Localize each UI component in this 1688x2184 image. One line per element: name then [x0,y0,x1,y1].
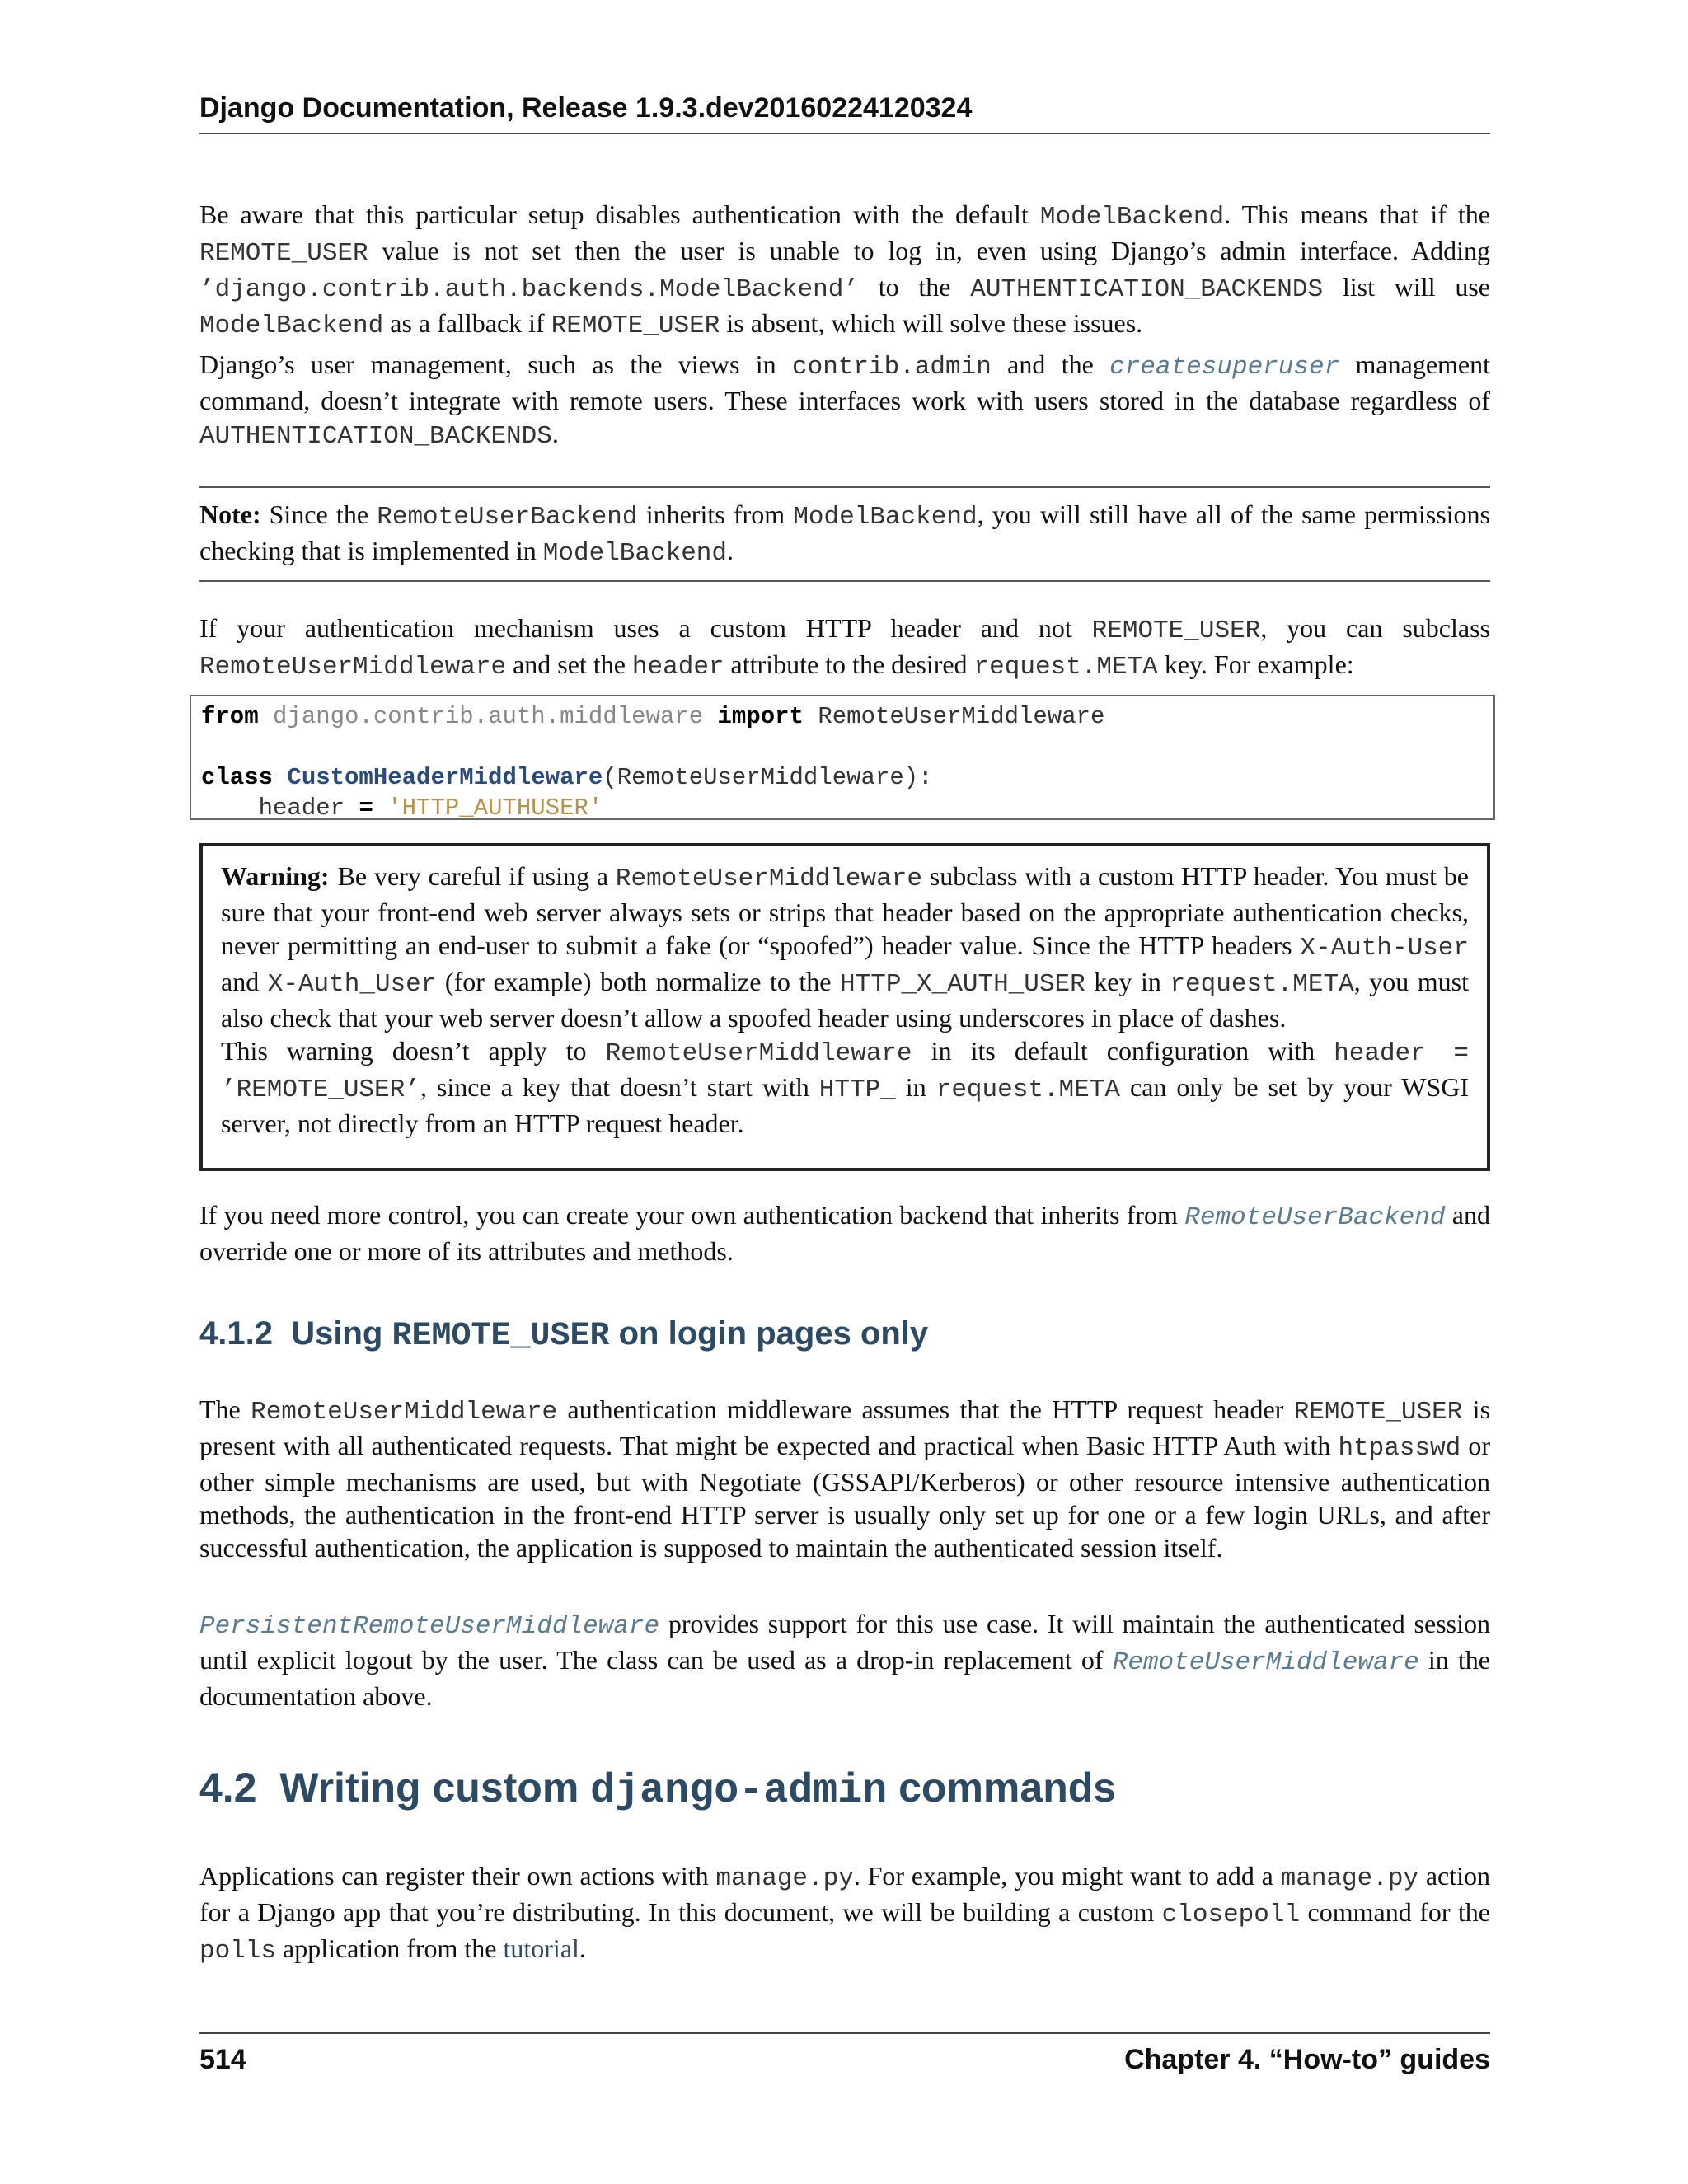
text: . [579,1933,586,1963]
inline-code: htpasswd [1338,1434,1461,1463]
inline-code: request.META [935,1076,1120,1104]
code-keyword: from [201,703,259,730]
text: and the [991,349,1110,379]
inline-code: RemoteUserMiddleware [615,865,922,893]
inline-code: REMOTE_USER [551,312,720,340]
chapter-title: Chapter 4. “How-to” guides [1124,2044,1490,2075]
text: and set the [506,649,632,679]
warning-box [199,843,1490,1171]
note-box [199,486,1490,582]
inline-code: X-Auth_User [267,970,437,999]
inline-code: HTTP_ [818,1076,896,1104]
text: list will use [1323,272,1491,302]
text: . For example, you might want to add a [853,1861,1281,1891]
heading-text: on login pages only [609,1315,929,1352]
text: , since a key that doesn’t start with [420,1072,819,1102]
text: authentication middleware assumes that the HTTP request header [557,1394,1294,1424]
text: key in [1085,967,1170,996]
text: key. For example: [1157,649,1354,679]
running-header [199,92,1490,134]
text: and [221,967,268,996]
code-block[interactable] [190,695,1495,820]
text: . [551,419,559,448]
text: or other simple mechanisms are used, but with Negotiate (GSSAPI/Kerberos) or other resource intensive authentication methods, the authentication in the front-end HTTP server is usually only set up for one or a few login URLs, and after successful authentication, the application is supposed to maintain the authenticated session itself. [199,1431,1491,1563]
inline-code: request.META [1170,970,1354,999]
heading-text: Writing custom [279,1765,591,1811]
text: . [727,536,734,565]
inline-code: ’django.contrib.auth.backends.ModelBackend’ [199,275,859,304]
inline-code: manage.py [715,1864,854,1893]
inline-code: AUTHENTICATION_BACKENDS [970,275,1324,304]
text: in its default configuration with [912,1036,1334,1066]
note-label: Note: [199,499,261,529]
paragraph-custom-commands [199,1859,1490,1968]
text: , you can subclass [1260,613,1491,643]
text: in [895,1072,936,1102]
text: command for the [1300,1897,1491,1927]
text: application from the [276,1933,504,1963]
inline-code: REMOTE_USER [199,239,368,268]
inline-code: RemoteUserBackend [377,503,638,532]
text: The [199,1394,251,1424]
paragraph-more-control [199,1198,1490,1268]
createsuperuser-link[interactable]: createsuperuser [1109,353,1340,382]
inline-code: closepoll [1161,1900,1301,1929]
text: as a fallback if [383,308,551,338]
text: Since the [269,499,377,529]
text: Applications can register their own actions with [199,1861,716,1891]
inline-code: RemoteUserMiddleware [199,653,507,682]
inline-code: header [631,653,724,682]
text: If your authentication mechanism uses a custom HTTP header and not [199,613,1092,643]
text: is absent, which will solve these issues. [720,308,1143,338]
heading-code: django-admin [590,1768,888,1815]
warning-paragraph-2 [221,1034,1469,1140]
warning-label: Warning: [221,861,330,891]
text: Be aware that this particular setup disables authentication with the default [199,199,1040,229]
text: can only be set by your WSGI server, not directly from an HTTP request header. [221,1072,1470,1138]
text: If you need more control, you can create your own authentication backend that inherits from [199,1200,1185,1230]
header-title: Django Documentation, Release 1.9.3.dev20160224120324 [199,92,973,124]
heading-text: commands [887,1765,1117,1811]
text: management command, doesn’t integrate with remote users. These interfaces work with users stored in the database regardless of [199,349,1491,415]
code-module: django.contrib.auth.middleware [273,703,704,730]
inline-code: HTTP_X_AUTH_USER [840,970,1085,999]
inline-code: ModelBackend [793,503,978,532]
text: . This means that if the [1224,199,1491,229]
inline-code: header = ’REMOTE_USER’ [221,1039,1470,1104]
heading-text: Using [291,1315,392,1352]
persistentremoteusermiddleware-link[interactable]: PersistentRemoteUserMiddleware [199,1612,660,1641]
code-class-name: CustomHeaderMiddleware [287,764,603,791]
heading-code: REMOTE_USER [392,1318,610,1355]
text: and override one or more of its attributes and methods. [199,1200,1491,1266]
code-keyword: class [201,764,274,791]
inline-code: ModelBackend [1039,203,1225,232]
code-string: 'HTTP_AUTHUSER' [387,794,603,822]
inline-code: contrib.admin [791,353,992,382]
running-footer [199,2032,1490,2076]
text: value is not set then the user is unable to log in, even using Django’s admin interface. Adding [368,236,1490,265]
paragraph-custom-header [199,612,1490,684]
remoteusermiddleware-link[interactable]: RemoteUserMiddleware [1112,1648,1419,1677]
inline-code: ModelBackend [542,539,728,568]
code-operator: = [359,794,373,822]
section-heading-4-2 [199,1764,1116,1815]
text: subclass with a custom HTTP header. You must be sure that your front-end web server always sets or strips that header based on the appropriate authentication checks, never permitting an end-user to submit a fake (or “spoofed”) header value. Since the HTTP headers [221,861,1470,960]
inline-code: request.META [973,653,1158,682]
inline-code: polls [199,1937,277,1966]
text: (for example) both normalize to the [436,967,841,996]
paragraph-login-pages [199,1393,1490,1564]
section-heading-4-1-2 [199,1315,928,1355]
inline-code: X-Auth-User [1300,934,1469,963]
inline-code: ModelBackend [199,312,384,340]
inline-code: RemoteUserMiddleware [605,1039,912,1068]
tutorial-link[interactable]: tutorial [503,1933,579,1963]
paragraph-user-management [199,348,1490,453]
inline-code: manage.py [1280,1864,1419,1893]
text: , you will still have all of the same permissions checking that is implemented in [199,499,1491,565]
page-number: 514 [199,2044,246,2075]
code-attr: header [201,794,345,822]
paragraph-modelbackend-warning [199,198,1490,343]
paragraph-persistent-middleware [199,1607,1490,1713]
inline-code: REMOTE_USER [1091,616,1261,645]
text: This warning doesn’t apply to [221,1036,606,1066]
inline-code: REMOTE_USER [1293,1398,1463,1427]
warning-paragraph-1 [221,860,1469,1034]
text: attribute to the desired [724,649,974,679]
text: inherits from [637,499,794,529]
text: , you must also check that your web server doesn’t allow a spoofed header using underscores in place of dashes. [221,967,1470,1033]
inline-code: RemoteUserMiddleware [251,1398,558,1427]
remoteuserbackend-link[interactable]: RemoteUserBackend [1184,1203,1446,1232]
code-name: RemoteUserMiddleware [818,703,1105,730]
text: in the documentation above. [199,1645,1491,1711]
code-keyword: import [717,703,804,730]
text: action for a Django app that you’re distributing. In this document, we will be building a custom [199,1861,1490,1927]
text: Be very careful if using a [337,861,616,891]
section-number: 4.1.2 [199,1315,273,1352]
inline-code: AUTHENTICATION_BACKENDS [199,422,552,451]
code-text: (RemoteUserMiddleware): [603,764,933,791]
text: to the [858,272,971,302]
section-number: 4.2 [199,1765,257,1811]
text: provides support for this use case. It will maintain the authenticated session until explicit logout by the user. The class can be used as a drop-in replacement of [199,1609,1490,1675]
text: is present with all authenticated requests. That might be expected and practical when Basic HTTP Auth with [199,1394,1491,1460]
text: Django’s user management, such as the views in [199,349,792,379]
